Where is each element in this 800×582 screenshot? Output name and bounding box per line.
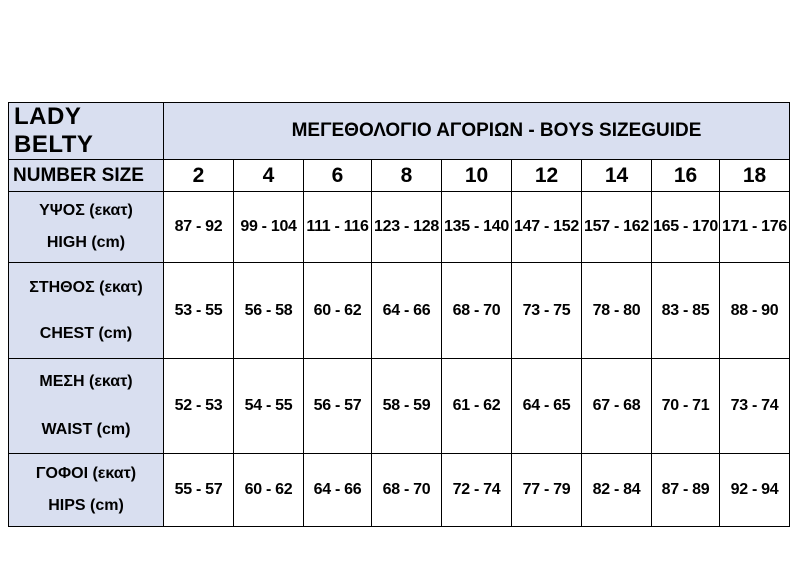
table-cell: 88 - 90 xyxy=(720,263,790,359)
row-label xyxy=(9,359,164,454)
row-label-english: CHEST (cm) xyxy=(39,324,133,342)
table-cell: 83 - 85 xyxy=(652,263,720,359)
table-cell: 171 - 176 xyxy=(720,192,790,263)
size-header-cell: 14 xyxy=(582,160,652,192)
table-cell: 147 - 152 xyxy=(512,192,582,263)
table-cell: 68 - 70 xyxy=(372,454,442,527)
table-cell: 55 - 57 xyxy=(164,454,234,527)
row-label xyxy=(9,192,164,263)
size-guide-sheet xyxy=(8,102,789,527)
row-label xyxy=(9,454,164,527)
size-header-cell: 6 xyxy=(304,160,372,192)
table-cell: 52 - 53 xyxy=(164,359,234,454)
table-cell: 64 - 65 xyxy=(512,359,582,454)
table-row-high xyxy=(9,192,790,263)
size-header-row xyxy=(9,160,790,192)
size-header-cell: 8 xyxy=(372,160,442,192)
table-cell: 61 - 62 xyxy=(442,359,512,454)
size-header-cell: 4 xyxy=(234,160,304,192)
table-cell: 123 - 128 xyxy=(372,192,442,263)
size-header-cell: 18 xyxy=(720,160,790,192)
size-header-cell: 2 xyxy=(164,160,234,192)
table-cell: 72 - 74 xyxy=(442,454,512,527)
table-cell: 56 - 58 xyxy=(234,263,304,359)
row-label-greek: ΥΨΟΣ (εκατ) xyxy=(39,202,133,219)
table-cell: 135 - 140 xyxy=(442,192,512,263)
table-row-chest xyxy=(9,263,790,359)
row-label-greek: ΜΕΣΗ (εκατ) xyxy=(39,373,133,390)
page-title: ΜΕΓΕΘΟΛΟΓΙΟ ΑΓΟΡΙΩΝ - BOYS SIZEGUIDE xyxy=(164,103,790,160)
table-cell: 64 - 66 xyxy=(372,263,442,359)
table-cell: 67 - 68 xyxy=(582,359,652,454)
table-cell: 77 - 79 xyxy=(512,454,582,527)
table-cell: 68 - 70 xyxy=(442,263,512,359)
row-label-greek: ΣΤΗΘΟΣ (εκατ) xyxy=(29,278,143,296)
table-cell: 60 - 62 xyxy=(234,454,304,527)
table-cell: 73 - 74 xyxy=(720,359,790,454)
table-cell: 56 - 57 xyxy=(304,359,372,454)
table-cell: 99 - 104 xyxy=(234,192,304,263)
title-row xyxy=(9,103,790,160)
table-cell: 165 - 170 xyxy=(652,192,720,263)
table-cell: 87 - 92 xyxy=(164,192,234,263)
table-cell: 87 - 89 xyxy=(652,454,720,527)
number-size-label: NUMBER SIZE xyxy=(9,160,164,192)
row-label-greek: ΓΟΦΟΙ (εκατ) xyxy=(35,465,137,482)
table-cell: 60 - 62 xyxy=(304,263,372,359)
size-header-cell: 16 xyxy=(652,160,720,192)
table-row-waist xyxy=(9,359,790,454)
table-cell: 53 - 55 xyxy=(164,263,234,359)
table-cell: 78 - 80 xyxy=(582,263,652,359)
row-label-english: HIPS (cm) xyxy=(48,497,124,514)
row-label-english: WAIST (cm) xyxy=(41,421,131,438)
size-header-cell: 12 xyxy=(512,160,582,192)
table-cell: 157 - 162 xyxy=(582,192,652,263)
table-cell: 73 - 75 xyxy=(512,263,582,359)
row-label xyxy=(9,263,164,359)
brand-name: LADY BELTY xyxy=(9,103,164,160)
table-cell: 54 - 55 xyxy=(234,359,304,454)
size-header-cell: 10 xyxy=(442,160,512,192)
table-cell: 70 - 71 xyxy=(652,359,720,454)
table-cell: 64 - 66 xyxy=(304,454,372,527)
table-cell: 58 - 59 xyxy=(372,359,442,454)
table-row-hips xyxy=(9,454,790,527)
size-guide-table xyxy=(8,102,790,527)
table-cell: 82 - 84 xyxy=(582,454,652,527)
table-cell: 111 - 116 xyxy=(304,192,372,263)
row-label-english: HIGH (cm) xyxy=(46,234,126,251)
table-cell: 92 - 94 xyxy=(720,454,790,527)
